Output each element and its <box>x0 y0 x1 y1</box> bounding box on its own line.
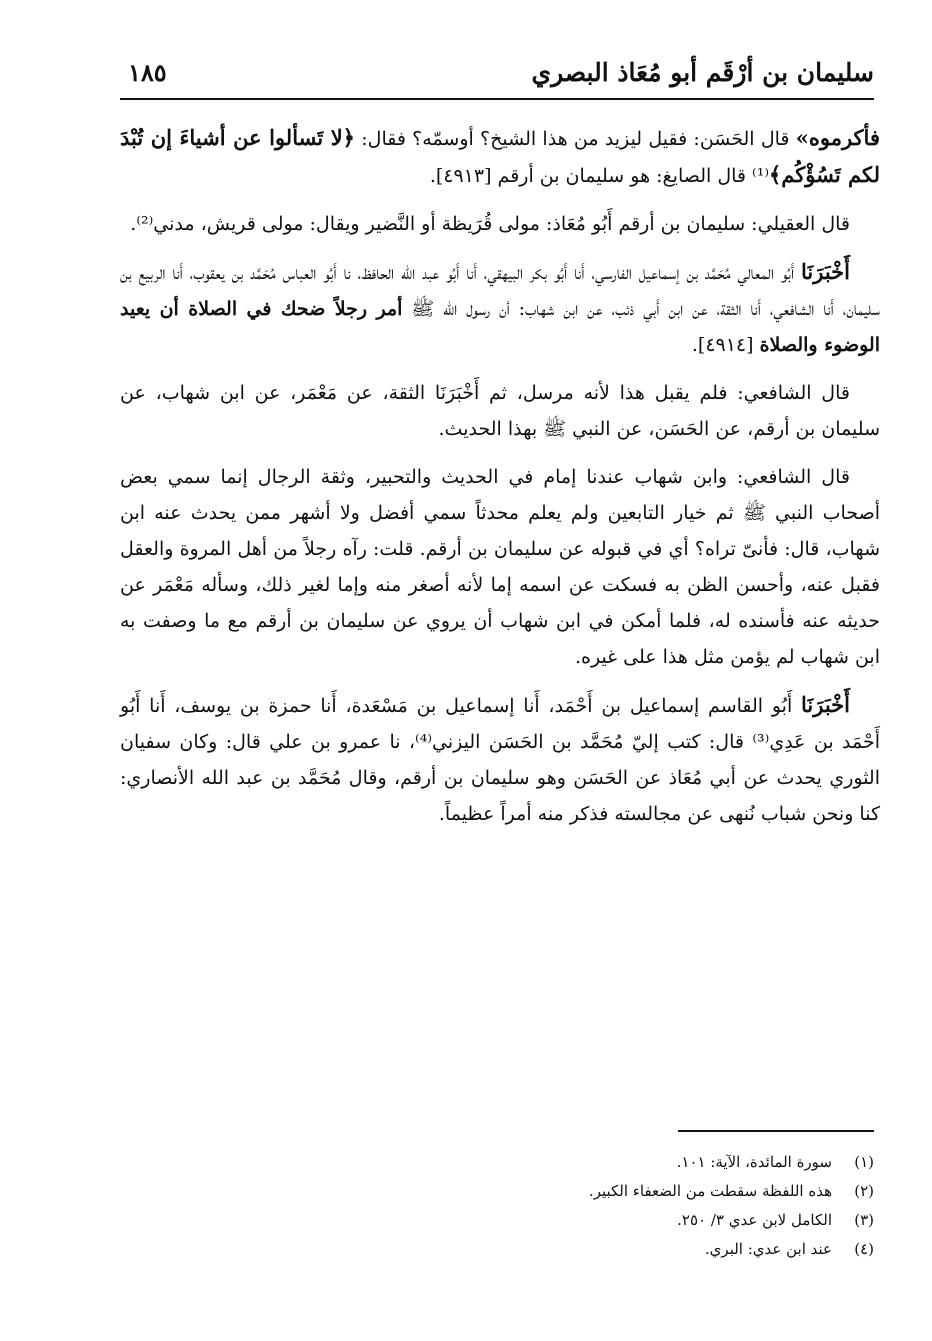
main-text <box>120 120 880 844</box>
paragraph-text: أَبُو القاسم إسماعيل بن أَحْمَد، أَنا إسماعيل بن مَسْعَدة، أَنا حمزة بن يوسف، أَنا أَبُو أَحْمَد بن عَدِي⁽³⁾ قال: كتب إليّ مُحَمَّد بن الحَسَن اليزني⁽⁴⁾، نا عمرو بن علي قال: وكان سفيان الثوري يحدث عن أبي مُعَاذ عن الحَسَن وهو سليمان بن أرقم، وقال مُحَمَّد بن عبد الله الأنصاري: كنا ونحن شباب نُنهى عن مجالسته فذكر منه أمراً عظيماً. <box>120 695 880 825</box>
footnote-text: الكامل لابن عدي ٣/ ٢٥٠. <box>677 1211 832 1229</box>
footnote-number: (٣) <box>854 1211 874 1229</box>
footnote-text: عند ابن عدي: البري. <box>704 1240 832 1258</box>
paragraph-text: قال العقيلي: سليمان بن أرقم أَبُو مُعَاذ: مولى قُرَيظة أو النَّضير ويقال: مولى قريش، مدني⁽²⁾. <box>130 213 850 235</box>
footnote-text: سورة المائدة، الآية: ١٠١. <box>676 1153 832 1171</box>
footnote-number: (٤) <box>854 1240 874 1258</box>
paragraph-3 <box>120 254 880 363</box>
paragraph-text: قال الحَسَن: فقيل ليزيد من هذا الشيخ؟ أوسمّه؟ فقال: <box>354 128 796 150</box>
footnote-number: (١) <box>854 1153 874 1171</box>
paragraph-1 <box>120 120 880 194</box>
footnotes <box>174 1148 874 1264</box>
hadith-text: أمر رجلاً ضحك في الصلاة أن يعيد الوضوء والصلاة <box>120 298 880 356</box>
paragraph-5 <box>120 459 880 675</box>
paragraph-text: أَبُو المعالي مُحَمَّد بن إسماعيل الفارسي، أَنا أَبُو بكر البيهقي، أَنا أَبُو عبد الله الحافظ، نا أَبُو العباس مُحَمَّد بن يعقوب، أَنا الربيع بن سليمان، أَنا الشافعي، أَنا الثقة، عن ابن أَبي ذئب، عن ابن شهاب: أن رسول الله ﷺ <box>120 262 881 320</box>
footnote-item <box>174 1235 874 1264</box>
footnote-item <box>174 1177 874 1206</box>
paragraph-text: قال الشافعي: فلم يقبل هذا لأنه مرسل، ثم أَخْبَرَنَا الثقة، عن مَعْمَر، عن ابن شهاب، عن سليمان بن أرقم، عن الحَسَن، عن النبي ﷺ بهذا الحديث. <box>120 382 880 440</box>
paragraph-4 <box>120 375 880 447</box>
paragraph-tail: ⁽¹⁾ قال الصايغ: هو سليمان بن أرقم [٤٩١٣]. <box>429 165 769 187</box>
paragraph-lead: فأكرموه» <box>795 125 880 150</box>
footnote-item <box>174 1148 874 1177</box>
page-header <box>120 52 874 100</box>
quran-quote: ﴿لا تَسألوا عن أشياءَ إن تُبْدَ لكم تَسُؤْكُم﴾ <box>120 125 880 187</box>
running-title: سليمان بن أرْقَم أبو مُعَاذ البصري <box>531 58 874 87</box>
footnote-number: (٢) <box>854 1182 874 1200</box>
paragraph-tail: [٤٩١٤]. <box>691 334 760 356</box>
paragraph-text: قال الشافعي: وابن شهاب عندنا إمام في الحديث والتحبير، وثقة الرجال إنما سمي بعض أصحاب النبي ﷺ ثم خيار التابعين ولم يعلم محدثاً سمي أفضل ولا أشهر ممن يحدث عنه ابن شهاب، قال: فأنىّ تراه؟ أي في قبوله عن سليمان بن أرقم. قلت: رآه رجلاً من أهل المروة والعقل فقبل عنه، وأحسن الظن به فسكت عن اسمه إما لأنه أصغر منه وإما لغير ذلك، وسأله مَعْمَر عن حديثه عنه فأسنده له، فلما أمكن في ابن شهاب أن يروي عن سليمان بن أرقم مع ما وصفت به ابن شهاب لم يؤمن مثل هذا على غيره. <box>120 466 880 668</box>
footnote-text: هذه اللفظة سقطت من الضعفاء الكبير. <box>588 1182 832 1200</box>
footnote-divider <box>678 1130 874 1132</box>
page-number: ١٨٥ <box>128 58 167 87</box>
paragraph-lead: أَخْبَرَنَا <box>801 692 850 717</box>
paragraph-6 <box>120 687 880 832</box>
paragraph-lead: أَخْبَرَنَا <box>801 259 850 284</box>
paragraph-2 <box>120 206 880 242</box>
footnote-item <box>174 1206 874 1235</box>
